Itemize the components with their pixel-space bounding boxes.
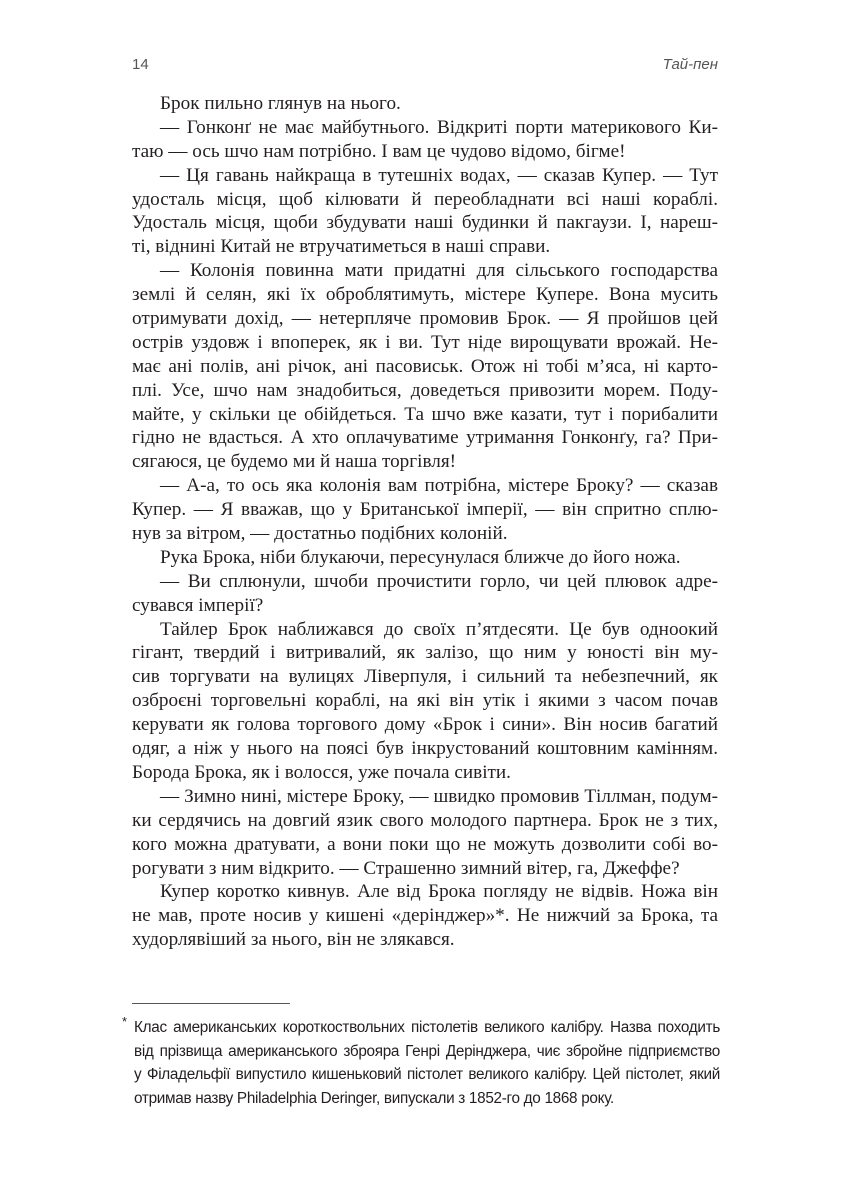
text-line: — Ця гавань найкраща в тутешніх водах, — сказав Купер. — Тут — [160, 164, 718, 186]
footnote-marker: * — [122, 1014, 127, 1029]
text-line: — А-а, то ось яка колонія вам потрібна, містере Броку? — сказав — [160, 475, 718, 497]
text-line: худорлявіший за нього, він не злякався. — [132, 929, 455, 951]
text-line: Борода Брока, як і волосся, уже почала сивіти. — [132, 761, 511, 783]
text-line: Тайлер Брок наближався до своїх п’ятдесяти. Це був одноокий — [160, 618, 718, 640]
text-line: удосталь місця, щоб кілювати й переобладнати всі наші кораблі. — [132, 188, 718, 210]
text-line: сувався імперії? — [132, 594, 264, 616]
text-line: гігант, твердий і витривалий, як залізо, що ним у юності він му- — [132, 642, 718, 664]
text-line: Брок пильно глянув на нього. — [160, 93, 401, 114]
text-line: острів уздовж і впоперек, як і ви. Тут ніде вирощувати врожай. Не- — [132, 331, 718, 353]
text-line: отримувати дохід, — нетерпляче промовив Брок. — Я пройшов цей — [132, 308, 718, 330]
paragraph — [132, 570, 718, 618]
paragraph — [132, 474, 718, 546]
text-line: майте, у скільки це обійдеться. Та шчо вже казати, тут і порибалити — [132, 403, 718, 425]
text-line: — Гонконґ не має майбутнього. Відкриті порти материкового Ки- — [160, 116, 718, 138]
text-line: керувати як голова торгового дому «Брок і сини». Він носив багатий — [132, 714, 718, 736]
text-line: Купер коротко кивнув. Але від Брока погляду не відвів. Ножа він — [160, 881, 718, 903]
text-line: одяг, а ніж у нього на поясі був інкрустований коштовним камінням. — [132, 738, 718, 760]
paragraph — [132, 785, 718, 881]
text-line: Рука Брока, ніби блукаючи, пересунулася ближче до його ножа. — [160, 546, 681, 568]
paragraph — [132, 92, 718, 116]
footnote-line: отримав назву Philadelphia Deringer, випускали з 1852-го до 1868 року. — [134, 1089, 614, 1107]
text-line: нув за вітром, — достатньо подібних колоній. — [132, 523, 508, 545]
text-line: кого можна дратувати, а вони поки що не можуть дозволити собі во- — [132, 833, 718, 855]
text-line: Купер. — Я вважав, що у Британської імперії, — він спритно сплю- — [132, 499, 718, 521]
text-line: сив торгувати на вулицях Ліверпуля, і сильний та небезпечний, як — [132, 666, 718, 688]
text-line: — Колонія повинна мати придатні для сільського господарства — [160, 260, 718, 282]
text-line: Удосталь місця, щоби збудувати наші будинки й пакгаузи. І, нареш- — [132, 212, 718, 234]
text-line: — Ви сплюнули, шчоби прочистити горло, чи цей плювок адре- — [160, 570, 718, 592]
paragraph — [132, 259, 718, 474]
text-line: гідно не вдасться. А хто оплачуватиме утримання Гонконґу, га? При- — [132, 427, 718, 449]
text-line: сягаюся, це будемо ми й наша торгівля! — [132, 451, 457, 473]
text-line: плі. Усе, шчо нам знадобиться, доведеться привозити морем. Поду- — [132, 379, 718, 401]
text-line: ті, віднині Китай не втручатиметься в наші справи. — [132, 236, 551, 258]
paragraph — [132, 164, 718, 260]
paragraph — [132, 546, 718, 570]
text-line: рогувати з ним відкрито. — Страшенно зимний вітер, га, Джеффе? — [132, 857, 680, 879]
text-line: не мав, проте носив у кишені «дерінджер»*. Не нижчий за Брока, та — [132, 905, 718, 927]
footnote-line: у Філадельфії випустило кишеньковий пістолет великого калібру. Цей пістолет, який — [134, 1066, 720, 1084]
page-number: 14 — [132, 56, 149, 73]
paragraph — [132, 880, 718, 952]
paragraph — [132, 116, 718, 164]
text-line: землі й селян, які їх оброблятимуть, містере Купере. Вона мусить — [132, 284, 718, 306]
footnote — [122, 1016, 720, 1110]
text-line: озброєні торговельні кораблі, на які він утік і якими з часом почав — [132, 690, 718, 712]
footnote-line: від прізвища американського зброяра Генрі Дерінджера, чиє збройне підприємство — [134, 1042, 720, 1060]
text-line: — Зимно нині, містере Броку, — швидко промовив Тіллман, подум- — [160, 785, 718, 807]
footnote-separator — [132, 1003, 290, 1004]
paragraph — [132, 618, 718, 785]
footnote-line: Клас американських короткоствольних пістолетів великого калібру. Назва походить — [134, 1019, 720, 1036]
text-line: має ані полів, ані річок, ані пасовиськ. Отож ні тобі м’яса, ні карто- — [132, 355, 718, 377]
text-line: таю — ось шчо нам потрібно. І вам це чудово відомо, бігме! — [132, 140, 626, 162]
body-text — [132, 92, 718, 952]
running-title: Тай-пен — [662, 56, 718, 73]
text-line: ки сердячись на довгий язик свого молодого партнера. Брок не з тих, — [132, 809, 718, 831]
